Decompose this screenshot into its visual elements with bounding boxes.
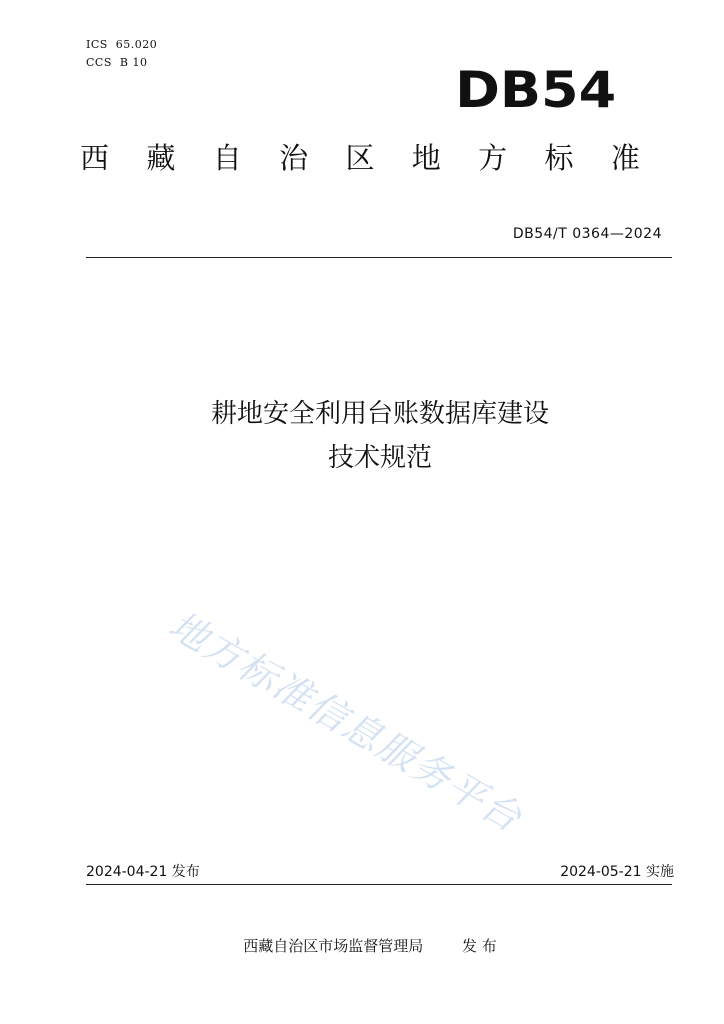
implementation-date: 2024-05-21 实施 xyxy=(560,864,674,880)
classification-codes xyxy=(86,36,157,72)
standard-type-title xyxy=(80,140,640,176)
ccs-code: CCS B 10 xyxy=(86,56,148,69)
db54-logo: DB54 xyxy=(454,61,616,119)
standard-type-char: 藏 xyxy=(146,141,176,175)
standard-type-char: 方 xyxy=(478,141,508,175)
issuer-line xyxy=(0,934,724,958)
issue-date: 2024-04-21 发布 xyxy=(86,864,200,880)
issuing-organization: 西藏自治区市场监督管理局 xyxy=(243,937,424,955)
ics-code: ICS 65.020 xyxy=(86,38,158,51)
standard-type-char: 地 xyxy=(411,141,441,175)
document-title-line1: 耕地安全利用台账数据库建设 xyxy=(210,399,549,429)
standard-type-char: 自 xyxy=(212,141,242,175)
standard-type-char: 标 xyxy=(544,141,574,175)
watermark: 地方标准信息服务平台 xyxy=(161,602,530,841)
issue-action: 发 布 xyxy=(462,937,497,955)
document-title-line2: 技术规范 xyxy=(327,443,432,473)
standard-type-char: 准 xyxy=(610,141,640,175)
standard-type-char: 区 xyxy=(345,141,375,175)
bottom-divider xyxy=(86,884,672,885)
top-divider xyxy=(86,257,672,258)
standard-type-char: 西 xyxy=(80,141,110,175)
standard-number: DB54/T 0364—2024 xyxy=(512,226,662,242)
standard-type-char: 治 xyxy=(279,141,309,175)
